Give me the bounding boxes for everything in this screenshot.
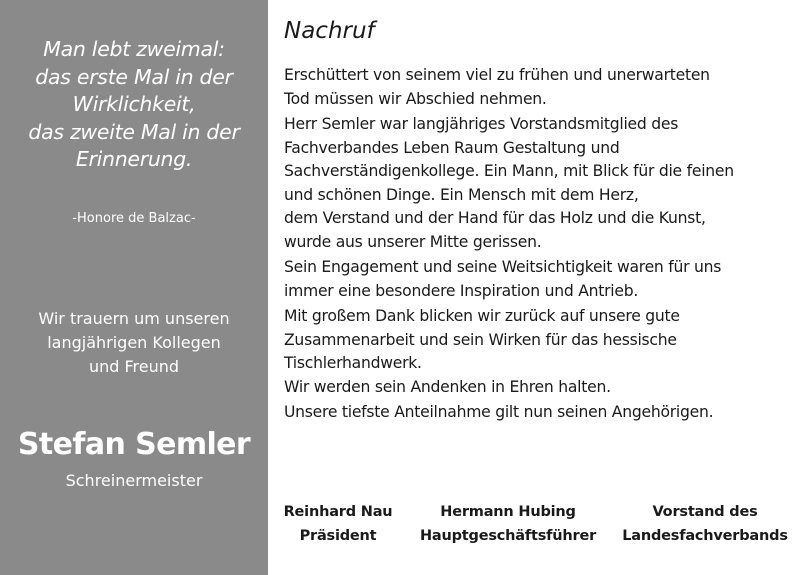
sidebar-panel [0,0,268,575]
obituary-body [284,64,796,427]
text-line: Fachverbandes Leben Raum Gestaltung und [284,138,620,157]
obituary-heading: Nachruf [284,18,375,44]
deceased-profession: Schreinermeister [65,471,203,490]
signature-title: Präsident [299,528,377,544]
quote-block [0,36,268,174]
signature-name: Hermann Hubing [440,504,576,520]
text-line: Sachverständigenkollege. Ein Mann, mit Blick für die feinen [284,162,734,180]
text-line: Erschüttert von seinem viel zu frühen und unerwarteten [284,66,710,84]
paragraph [284,113,796,254]
paragraph [284,64,796,111]
signature-name: Vorstand des [652,504,758,520]
text-line: Sein Engagement und seine Weitsichtigkeit waren für uns [284,258,722,276]
mourning-text [0,307,268,379]
text-line: immer eine besondere Inspiration und Antrieb. [284,281,639,300]
mourning-line: und Freund [88,357,180,376]
signature-title: Landesfachverbands [622,528,788,544]
text-line: Wir werden sein Andenken in Ehren halten. [284,377,611,396]
mourning-line: Wir trauern um unseren [38,309,230,328]
deceased-name: Stefan Semler [17,427,251,462]
signature-president [272,500,404,548]
text-line: und schönen Dinge. Ein Mensch mit dem Herz, [284,185,639,204]
text-line: Unsere tiefste Anteilnahme gilt nun seinen Angehörigen. [284,403,714,421]
text-line: Tischlerhandwerk. [284,354,422,372]
paragraph [284,305,796,399]
signature-board [610,500,800,548]
quote-line: Man lebt zweimal: [43,37,225,61]
text-line: wurde aus unserer Mitte gerissen. [284,232,542,251]
quote-line: das zweite Mal in der [28,119,240,144]
quote-line: Erinnerung. [75,147,193,171]
signature-title: Hauptgeschäftsführer [419,528,597,544]
quote-line: das erste Mal in der [35,64,233,89]
text-line: Zusammenarbeit und sein Wirken für das hessische [284,330,677,349]
quote-line: Wirklichkeit, [72,92,196,116]
paragraph [284,256,796,303]
signature-name: Reinhard Nau [283,504,393,520]
paragraph [284,401,796,425]
text-line: Herr Semler war langjähriges Vorstandsmitglied des [284,115,679,133]
text-line: Tod müssen wir Abschied nehmen. [284,89,547,108]
quote-author: -Honore de Balzac- [72,211,196,226]
text-line: dem Verstand und der Hand für das Holz und die Kunst, [284,209,706,227]
signature-managing-director [412,500,604,548]
mourning-line: langjährigen Kollegen [47,333,221,352]
text-line: Mit großem Dank blicken wir zurück auf unsere gute [284,307,680,325]
